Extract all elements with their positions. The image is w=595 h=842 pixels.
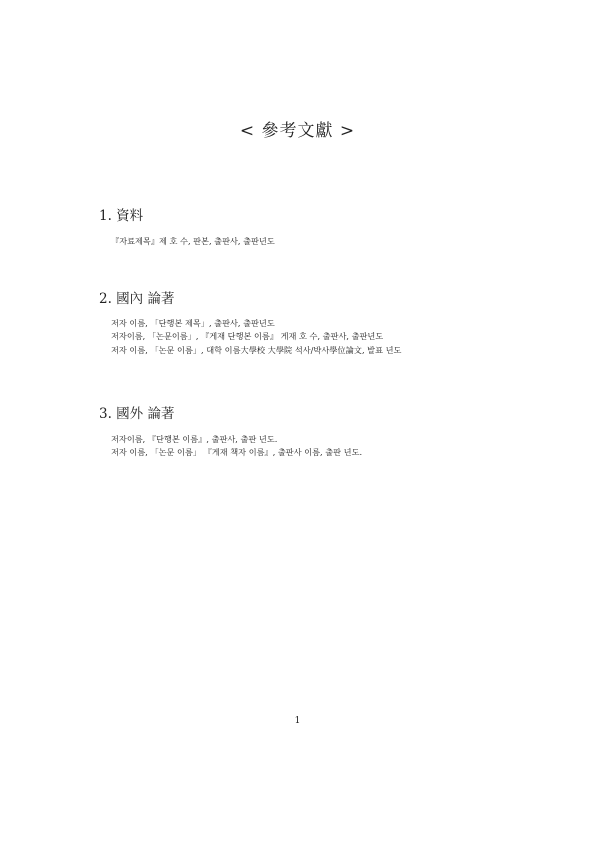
reference-item: 저자 이름, 「단행본 제목」, 출판사, 출판년도 [111, 318, 275, 328]
reference-item: 저자이름, 『단행본 이름』, 출판사, 출판 년도. [111, 434, 278, 444]
section-heading-foreign-works: 3. 國外 論著 [99, 406, 175, 422]
page-title: < 參考文獻 > [239, 121, 356, 141]
reference-item: 『자료제목』제 호 수, 판본, 출판사, 출판년도 [111, 236, 275, 246]
reference-list-domestic-works [111, 317, 401, 357]
section-heading-domestic-works: 2. 國內 論著 [99, 291, 175, 307]
reference-item: 저자 이름, 「논문 이름」, 대학 이름大學校 大學院 석사/박사學位論文, 발표 년도 [111, 344, 402, 355]
reference-list-foreign-works [111, 433, 362, 460]
reference-item: 저자 이름, 「논문 이름」 『게재 책자 이름』, 출판사 이름, 출판 년도. [111, 447, 363, 458]
reference-item: 저자이름, 「논문이름」, 『게재 단행본 이름』 게재 호 수, 출판사, 출판년도 [111, 331, 384, 342]
reference-list-materials [111, 235, 275, 248]
page-number: 1 [294, 716, 301, 726]
section-heading-materials: 1. 資料 [99, 208, 144, 224]
